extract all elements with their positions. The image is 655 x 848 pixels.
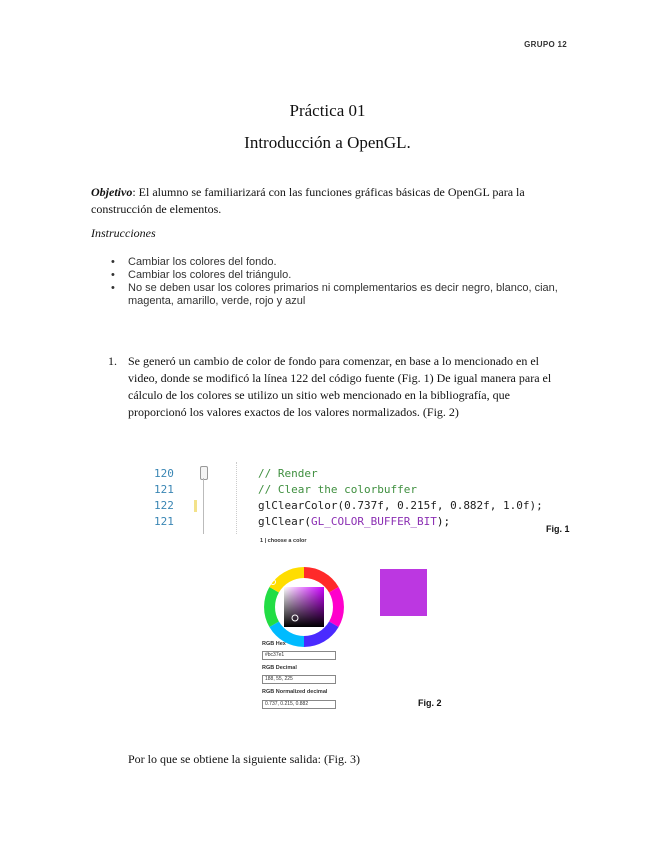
function-name: glClear [258, 515, 305, 528]
instruction-item [91, 269, 561, 282]
step-number: 1. [108, 354, 117, 368]
paren: ( [304, 515, 311, 528]
line-number: 122 [154, 499, 174, 512]
change-marker [194, 500, 197, 512]
code-line [154, 466, 174, 482]
color-swatch [380, 569, 427, 616]
code-comment: // Clear the colorbuffer [258, 483, 417, 496]
hex-label: RGB Hex [262, 641, 286, 647]
fig2-caption: Fig. 2 [418, 698, 442, 708]
code-line [154, 514, 174, 530]
fig1-caption: Fig. 1 [546, 524, 570, 534]
instruction-text: Cambiar los colores del fondo. [128, 256, 277, 268]
bullet-icon: • [111, 256, 115, 268]
instruction-item [91, 282, 561, 308]
line-number: 120 [154, 467, 174, 480]
instructions-heading [91, 225, 566, 242]
bullet-icon: • [111, 282, 115, 294]
decimal-label: RGB Decimal [262, 665, 297, 671]
objective-text: : El alumno se familiarizará con las funciones gráficas básicas de OpenGL para la construcción de elementos. [91, 185, 525, 216]
code-line [154, 498, 174, 514]
page-title: Práctica 01 [289, 101, 366, 120]
page-subtitle: Introducción a OpenGL. [244, 133, 411, 152]
normalized-field[interactable]: 0.737, 0.215, 0.882 [262, 700, 336, 709]
color-wheel[interactable] [263, 566, 345, 648]
constant: GL_COLOR_BUFFER_BIT [310, 515, 437, 528]
code-line [154, 482, 174, 498]
picker-heading: 1 | choose a color [260, 538, 307, 544]
instructions-list [91, 256, 561, 308]
saturation-value-square[interactable] [284, 587, 324, 627]
code-statement [258, 498, 543, 514]
indent-guide [236, 462, 237, 534]
paren: ); [436, 515, 451, 528]
page-header: GRUPO 12 [524, 40, 567, 49]
function-args: (0.737f, 0.215f, 0.882f, 1.0f); [337, 499, 543, 512]
line-number: 121 [154, 515, 174, 528]
objective-label: Objetivo [91, 185, 133, 199]
code-snippet [148, 462, 548, 534]
objective-paragraph [91, 184, 566, 218]
code-statement [258, 514, 450, 530]
instructions-heading-text: Instrucciones [91, 226, 156, 240]
instruction-text: Cambiar los colores del triángulo. [128, 269, 292, 281]
function-name: glClearColor [258, 499, 338, 512]
color-picker [258, 538, 438, 718]
code-comment: // Render [258, 467, 318, 480]
instruction-item [91, 256, 561, 269]
hex-field[interactable]: #bc37e1 [262, 651, 336, 660]
instruction-text: No se deben usar los colores primarios ni complementarios es decir negro, blanco, cian, magenta, amarillo, verde, rojo y azul [128, 282, 558, 307]
step-text: Se generó un cambio de color de fondo para comenzar, en base a lo mencionado en el video, donde se modificó la línea 122 del código fuente (Fig. 1) De igual manera para el cálculo de los colores se utilizo un sitio web mencionado en la bibliografía, que proporcionó los valores exactos de los valores normalizados. (Fig. 2) [128, 354, 552, 419]
decimal-field[interactable]: 188, 55, 225 [262, 675, 336, 684]
fold-line [203, 478, 204, 534]
fold-icon [200, 466, 208, 480]
normalized-label: RGB Normalized decimal [262, 689, 328, 695]
closing-paragraph: Por lo que se obtiene la siguiente salida: (Fig. 3) [128, 752, 360, 766]
bullet-icon: • [111, 269, 115, 281]
line-number: 121 [154, 483, 174, 496]
